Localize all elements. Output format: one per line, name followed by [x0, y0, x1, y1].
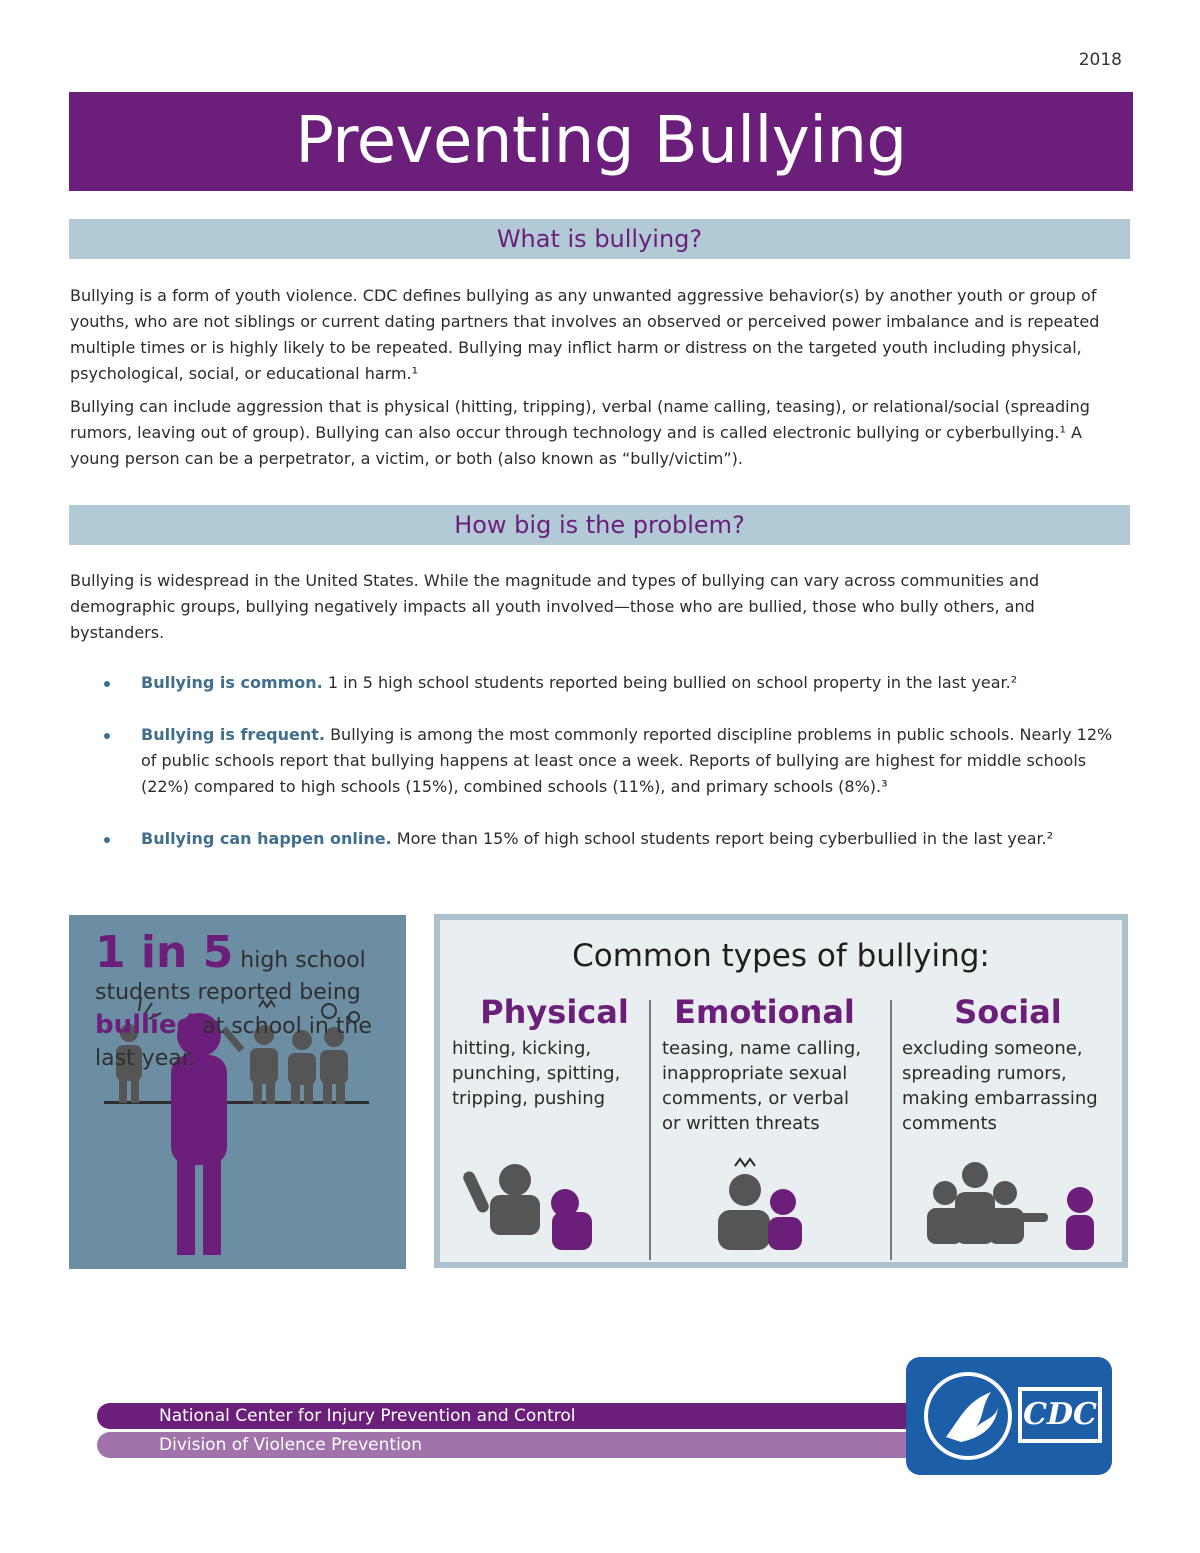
social-icon: [927, 1162, 1094, 1250]
type-social: Social excluding someone, spreading rumors, making embarrassing comments: [902, 993, 1098, 1134]
types-illustration: [440, 920, 1122, 1262]
type-emotional: Emotional teasing, name calling, inappropriate sexual comments, or verbal or written threats: [662, 993, 862, 1134]
emotional-icon: [718, 1159, 802, 1250]
bullet-list: [100, 670, 1130, 878]
bullet-icon: [104, 837, 110, 843]
types-infographic: [434, 914, 1128, 1268]
bullet-icon: [104, 681, 110, 687]
paragraph-definition: Bullying is a form of youth violence. CDC defines bullying as any unwanted aggressive behavior(s) by another youth or group of youths, who are not siblings or current dating partners that involves an observed or perceived power imbalance and is repeated multiple times or is highly likely to be repeated. Bullying may inflict harm or distress on the targeted youth including physical, psychological, social, or educational harm.¹: [70, 286, 1100, 383]
type-physical: Physical hitting, kicking, punching, spitting, tripping, pushing: [452, 993, 629, 1109]
physical-icon: [461, 1164, 592, 1250]
year-label: 2018: [1078, 50, 1122, 70]
stat-number: 1 in 5: [95, 927, 234, 978]
section-heading-problem: How big is the problem?: [69, 505, 1130, 545]
hhs-cdc-logo: [906, 1357, 1112, 1475]
types-heading: Common types of bullying:: [572, 938, 990, 974]
list-item: Bullying can happen online. More than 15% of high school students report being cyberbullied in the last year.²: [100, 826, 1130, 852]
paragraph-widespread: Bullying is widespread in the United States. While the magnitude and types of bullying can vary across communities and demographic groups, bullying negatively impacts all youth involved—those who are bullied, those who bully others, and bystanders.: [70, 571, 1040, 642]
footer-center-name: National Center for Injury Prevention and Control: [97, 1403, 920, 1429]
footer-division-name: Division of Violence Prevention: [97, 1432, 920, 1458]
page-title: Preventing Bullying: [69, 92, 1133, 191]
bullet-icon: [104, 733, 110, 739]
list-item: Bullying is frequent. Bullying is among the most commonly reported discipline problems in public schools. Nearly 12% of public schools report that bullying happens at least once a week. Reports of bullying are highest for middle schools (22%) compared to high schools (15%), combined schools (11%), and primary schools (8%).³: [100, 722, 1130, 800]
stat-text: 1 in 5 high school students reported being bullied at school in the last year.: [95, 927, 372, 1071]
list-item: Bullying is common. 1 in 5 high school students reported being bullied on school property in the last year.²: [100, 670, 1130, 696]
section-heading-what: What is bullying?: [69, 219, 1130, 259]
paragraph-types: Bullying can include aggression that is physical (hitting, tripping), verbal (name calling, teasing), or relational/social (spreading rumors, leaving out of group). Bullying can also occur through technology and is called electronic bullying or cyberbullying.¹ A young person can be a perpetrator, a victim, or both (also known as “bully/victim”).: [70, 397, 1090, 468]
stat-infographic: [69, 915, 406, 1269]
cdc-logo-text: CDC: [1018, 1387, 1102, 1443]
